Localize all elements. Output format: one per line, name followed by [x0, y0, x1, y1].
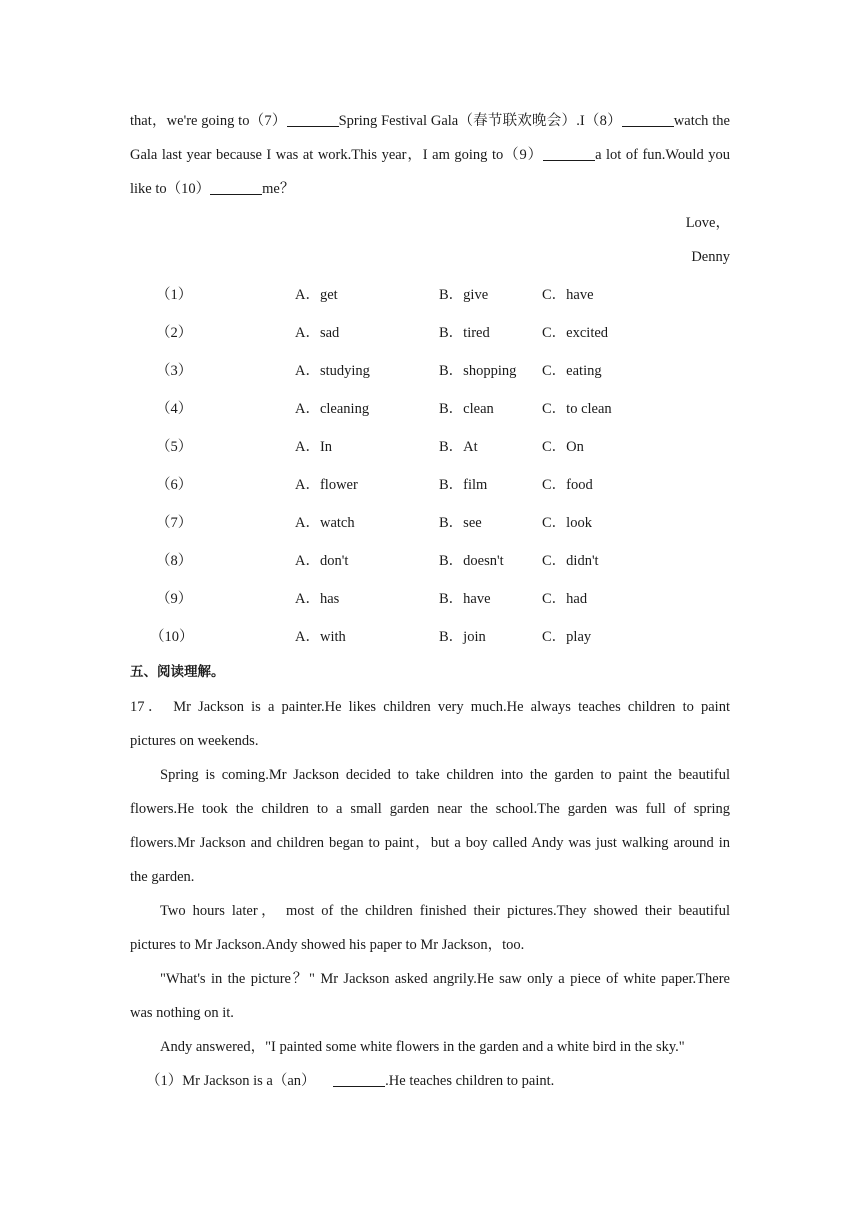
blank-10	[210, 180, 262, 195]
passage-line: flowers.He took the children to a small garden near the school.The garden was full of spring	[130, 801, 730, 817]
question-number: （9）	[156, 591, 193, 607]
passage-line: pictures to Mr Jackson.Andy showed his paper to Mr Jackson，too.	[130, 937, 525, 953]
blank-7	[287, 112, 339, 127]
option-a: A．studying	[295, 363, 370, 379]
option-b: B．shopping	[439, 363, 517, 379]
section-title: 五、阅读理解。	[130, 664, 225, 680]
passage-line: pictures on weekends.	[130, 733, 259, 749]
option-a: A．cleaning	[295, 401, 370, 417]
option-b: B．see	[439, 515, 482, 531]
passage-line: Spring is coming.Mr Jackson decided to take children into the garden to paint the beautiful	[160, 767, 730, 783]
option-a: A．don't	[295, 553, 349, 569]
option-b: B．give	[439, 287, 489, 303]
letter-text: a lot of fun.Would you	[595, 147, 730, 163]
option-c: C．had	[542, 591, 588, 607]
answer-blank	[333, 1072, 385, 1087]
question-number: （1）	[156, 287, 193, 303]
option-c: C．have	[542, 287, 594, 303]
question-number: （4）	[156, 401, 193, 417]
letter-text: like to（10）	[130, 181, 211, 197]
option-a: A．flower	[295, 477, 358, 493]
option-a: A．with	[295, 629, 346, 645]
letter-text: Gala last year because I was at work.This year，I am going to（9）	[130, 147, 544, 163]
letter-line-2	[130, 138, 730, 172]
option-c: C．play	[542, 629, 592, 645]
option-row-2	[130, 314, 730, 352]
passage-line: flowers.Mr Jackson and children began to paint，but a boy called Andy was just walking around in	[130, 835, 730, 851]
question-number: （10）	[150, 629, 194, 645]
option-c: C．look	[542, 515, 592, 531]
document-page	[130, 104, 730, 1098]
question-number: （7）	[156, 515, 193, 531]
letter-signature: Denny	[691, 249, 730, 265]
option-row-7	[130, 504, 730, 542]
passage-line: the garden.	[130, 869, 195, 885]
letter-line-3	[130, 172, 730, 206]
option-a: A．has	[295, 591, 340, 607]
option-row-4	[130, 390, 730, 428]
question-number: （5）	[156, 439, 193, 455]
question-text: （1）Mr Jackson is a（an）	[146, 1073, 316, 1089]
option-c: C．On	[542, 439, 584, 455]
passage-line: was nothing on it.	[130, 1005, 234, 1021]
options-list	[130, 276, 730, 656]
option-row-8	[130, 542, 730, 580]
option-row-10	[130, 618, 730, 656]
letter-text: me？	[262, 181, 295, 197]
option-a: A．watch	[295, 515, 355, 531]
option-b: B．doesn't	[439, 553, 504, 569]
passage-line: "What's in the picture？" Mr Jackson asked angrily.He saw only a piece of white paper.There	[160, 971, 730, 987]
option-row-5	[130, 428, 730, 466]
question-number: （3）	[156, 363, 193, 379]
passage-line: Andy answered，"I painted some white flowers in the garden and a white bird in the sky."	[160, 1039, 685, 1055]
option-c: C．didn't	[542, 553, 599, 569]
letter-text: that，we're going to（7）	[130, 113, 287, 129]
option-b: B．At	[439, 439, 478, 455]
option-c: C．eating	[542, 363, 602, 379]
option-b: B．clean	[439, 401, 494, 417]
option-a: A．get	[295, 287, 338, 303]
letter-text: Spring Festival Gala（春节联欢晚会）.I（8）	[338, 113, 622, 129]
letter-line-1	[130, 104, 730, 138]
question-1	[130, 1064, 730, 1098]
passage-line: 17． Mr Jackson is a painter.He likes children very much.He always teaches children to paint	[130, 699, 730, 715]
letter-closing: Love，	[685, 215, 730, 231]
question-number: （6）	[156, 477, 193, 493]
passage-line: Two hours later， most of the children finished their pictures.They showed their beautiful	[160, 903, 730, 919]
option-b: B．join	[439, 629, 486, 645]
option-b: B．tired	[439, 325, 490, 341]
option-row-1	[130, 276, 730, 314]
blank-9	[543, 146, 595, 161]
question-number: （2）	[156, 325, 193, 341]
question-text: .He teaches children to paint.	[385, 1073, 555, 1089]
option-row-9	[130, 580, 730, 618]
question-number: （8）	[156, 553, 193, 569]
reading-passage	[130, 690, 730, 1064]
option-c: C．to clean	[542, 401, 612, 417]
option-b: B．have	[439, 591, 491, 607]
option-c: C．food	[542, 477, 593, 493]
option-a: A．In	[295, 439, 333, 455]
option-a: A．sad	[295, 325, 340, 341]
blank-8	[622, 112, 674, 127]
option-row-3	[130, 352, 730, 390]
option-c: C．excited	[542, 325, 609, 341]
option-b: B．film	[439, 477, 488, 493]
option-row-6	[130, 466, 730, 504]
letter-text: watch the	[673, 113, 730, 129]
